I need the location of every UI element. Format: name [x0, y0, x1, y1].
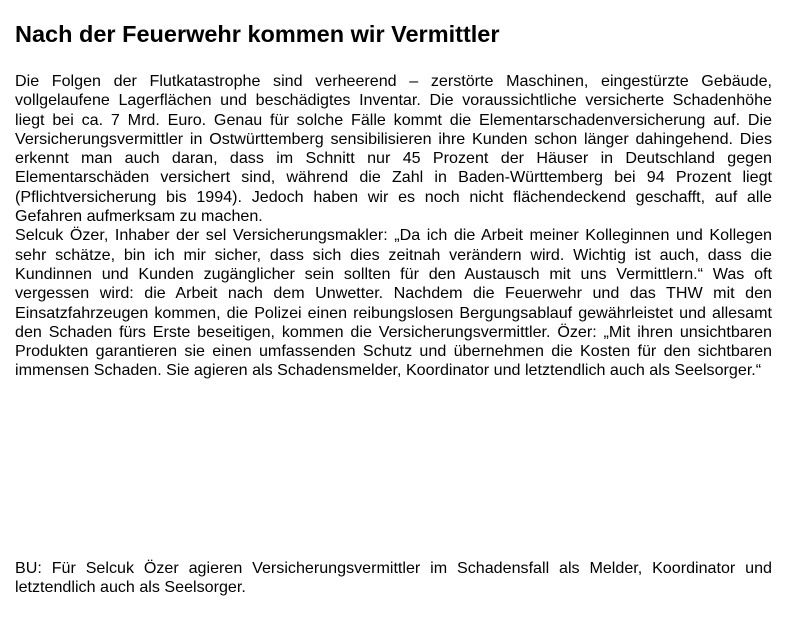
image-caption: BU: Für Selcuk Özer agieren Versicherungsvermittler im Schadensfall als Melder, Koordinator und letztendlich auch als Seelsorger. — [15, 559, 772, 597]
article-paragraph-1: Die Folgen der Flutkatastrophe sind verheerend – zerstörte Maschinen, eingestürzte Gebäude, vollgelaufene Lagerflächen und beschädigtes Inventar. Die voraussichtliche versicherte Schadenhöhe liegt bei ca. 7 Mrd. Euro. Genau für solche Fälle kommt die Elementarschadenversicherung auf. Die Versicherungsvermittler in Ostwürttemberg sensibilisieren ihre Kunden schon länger dahingehend. Dies erkennt man auch daran, dass im Schnitt nur 45 Prozent der Häuser in Deutschland gegen Elementarschäden versichert sind, während die Zahl in Baden-Württemberg bei 94 Prozent liegt (Pflichtversicherung bis 1994). Jedoch haben wir es noch nicht flächendeckend geschafft, auf alle Gefahren aufmerksam zu machen. — [15, 72, 772, 226]
article-paragraph-2: Selcuk Özer, Inhaber der sel Versicherungsmakler: „Da ich die Arbeit meiner Kolleginnen und Kollegen sehr schätze, bin ich mir sicher, dass sich dies zeitnah verändern wird. Wichtig ist auch, dass die Kundinnen und Kunden zugänglicher sein sollten für den Austausch mit uns Vermittlern.“ Was oft vergessen wird: die Arbeit nach dem Unwetter. Nachdem die Feuerwehr und das THW mit den Einsatzfahrzeugen kommen, die Polizei einen reibungslosen Bergungsablauf gewährleistet und allesamt den Schaden fürs Erste beseitigen, kommen die Versicherungsvermittler. Özer: „Mit ihren unsichtbaren Produkten garantieren sie einen umfassenden Schutz und übernehmen die Kosten für den sichtbaren immensen Schaden. Sie agieren als Schadensmelder, Koordinator und letztendlich auch als Seelsorger.“ — [15, 226, 772, 380]
article-title: Nach der Feuerwehr kommen wir Vermittler — [15, 21, 500, 47]
article-body — [15, 72, 772, 381]
